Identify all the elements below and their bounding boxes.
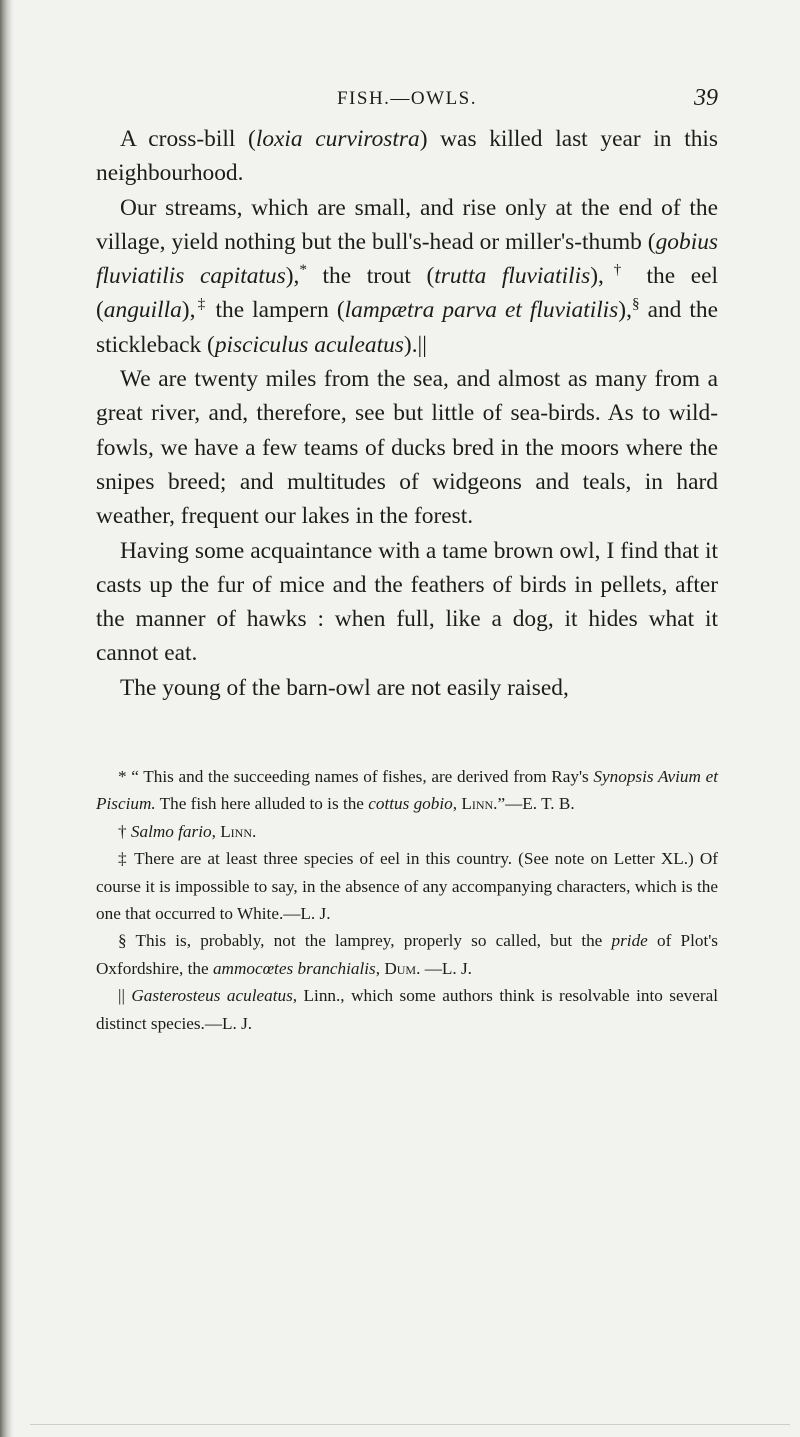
footnote-ref[interactable]: || <box>417 331 427 358</box>
paragraph-brown-owl: Having some acquaintance with a tame brown owl, I find that it casts up the fur of mice and the feathers of birds in pellets, after the manner of hawks : when full, like a dog, it hides what it cannot eat. <box>96 537 718 667</box>
running-head: FISH.—OWLS. <box>336 88 477 109</box>
paragraph-streams: Our streams, which are small, and rise only at the end of the village, yield nothing but the bull's-head or miller's-thumb (gobius fluviatilis capitatus),* the trout (trutta fluviatilis),† the eel (anguilla),‡ the lampern (lampætra parva et fluviatilis),§ and the stickleback (pisciculus aculeatus).|| <box>96 194 719 358</box>
scan-bottom-edge <box>30 1424 790 1425</box>
page-number: 39 <box>694 85 718 111</box>
footnote-1: * “ This and the succeeding names of fishes, are derived from Ray's Synopsis Avium et Piscium. The fish here alluded to is the cottus gobio, Linn.”—E. T. B. <box>96 767 718 814</box>
body-text <box>96 122 718 705</box>
book-page <box>96 0 718 1437</box>
latin-name: trutta fluviatilis <box>434 263 591 290</box>
paragraph-sea-birds: We are twenty miles from the sea, and almost as many from a great river, and, therefore, see but little of sea-birds. As to wild-fowls, we have a few teams of ducks bred in the moors where the snipes breed; and multitudes of widgeons and teals, in hard weather, frequent our lakes in the forest. <box>96 366 718 530</box>
footnote-3: ‡ There are at least three species of eel in this country. (See note on Letter XL.) Of course it is impossible to say, in the absence of any accompanying characters, which is the one that occurred to White.—L. J. <box>96 849 718 924</box>
footnote-4: § This is, probably, not the lamprey, properly so called, but the pride of Plot's Oxfordshire, the ammocœtes branchialis, Dum. —L. J. <box>96 931 719 978</box>
page-header <box>96 85 718 118</box>
latin-name: anguilla <box>103 297 182 324</box>
footnote-ref[interactable]: * <box>299 261 307 279</box>
book-binding-shadow <box>0 0 14 1437</box>
footnote-ref[interactable]: § <box>631 295 640 313</box>
footnote-ref[interactable]: ‡ <box>195 295 208 313</box>
paragraph-crossbill: A cross-bill (loxia curvirostra) was killed last year in this neighbourhood. <box>96 126 718 187</box>
paragraph-barn-owl: The young of the barn-owl are not easily raised, <box>120 674 569 701</box>
footnotes <box>96 763 718 1037</box>
latin-name: pisciculus aculeatus <box>214 331 404 358</box>
footnote-ref[interactable]: † <box>603 261 631 279</box>
footnote-2: † Salmo fario, Linn. <box>118 821 257 841</box>
latin-name: gobius fluviatilis capitatus <box>96 228 718 290</box>
footnote-5: || Gasterosteus aculeatus, Linn., which some authors think is resolvable into several distinct species.—L. J. <box>96 986 718 1033</box>
latin-name: loxia curvirostra <box>255 126 420 152</box>
latin-name: lampætra parva et fluviatilis <box>344 297 619 324</box>
